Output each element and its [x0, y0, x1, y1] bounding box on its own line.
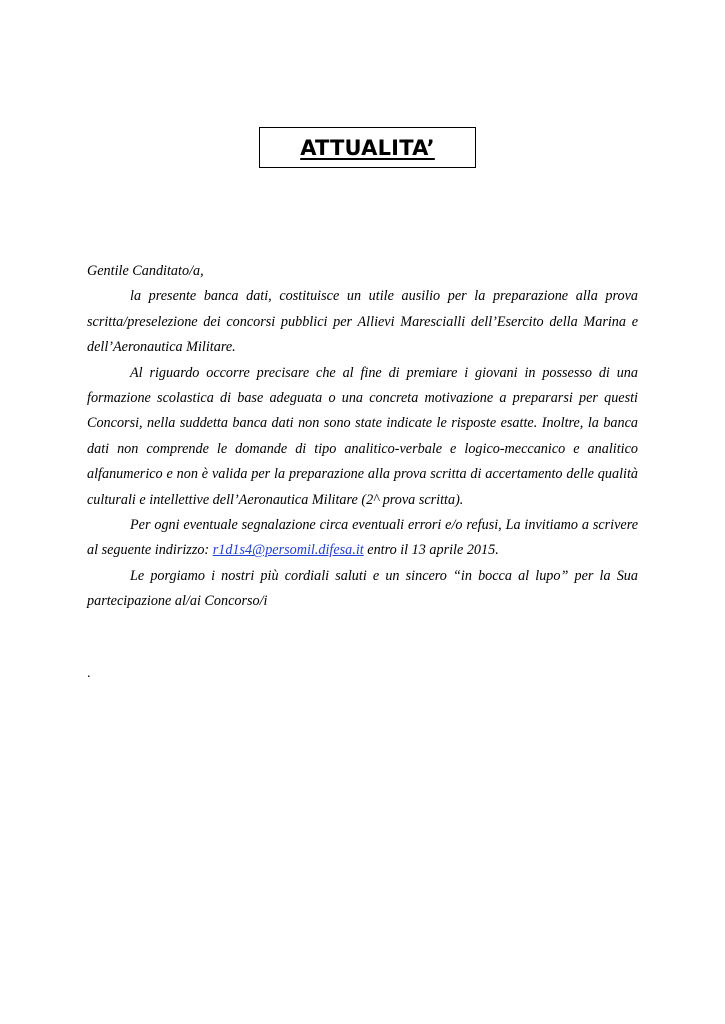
trailing-mark: . — [87, 666, 91, 681]
email-link[interactable]: r1d1s4@persomil.difesa.it — [212, 542, 364, 559]
contact-text-after: entro il 13 aprile 2015. — [363, 542, 499, 559]
greeting: Gentile Canditato/a, — [87, 263, 204, 279]
letter-body — [87, 259, 638, 615]
contact-text-before: Per ogni eventuale segnalazione circa eventuali errori e/o refusi, La invitiamo a scrivere al seguente indirizzo: — [87, 517, 638, 559]
title-box — [259, 127, 476, 168]
paragraph-intro: la presente banca dati, costituisce un utile ausilio per la preparazione alla prova scritta/preselezione dei concorsi pubblici per Allievi Marescialli dell’Esercito della Marina e dell’Aeronautica Militare. — [87, 288, 638, 356]
paragraph-details: Al riguardo occorre precisare che al fine di premiare i giovani in possesso di una formazione scolastica di base adeguata o una concreta motivazione a prepararsi per questi Concorsi, nella suddetta banca dati non sono state indicate le risposte esatte. Inoltre, la banca dati non comprende le domande di tipo analitico-verbale e logico-meccanico e analitico alfanumerico e non è valida per la preparazione alla prova scritta di accertamento delle qualità culturali e intellettive dell’Aeronautica Militare (2^ prova scritta). — [87, 364, 638, 508]
paragraph-contact — [87, 513, 638, 564]
paragraph-closing: Le porgiamo i nostri più cordiali saluti e un sincero “in bocca al lupo” per la Sua partecipazione al/ai Concorso/i — [87, 567, 638, 610]
page-title: ATTUALITA’ — [300, 135, 435, 160]
